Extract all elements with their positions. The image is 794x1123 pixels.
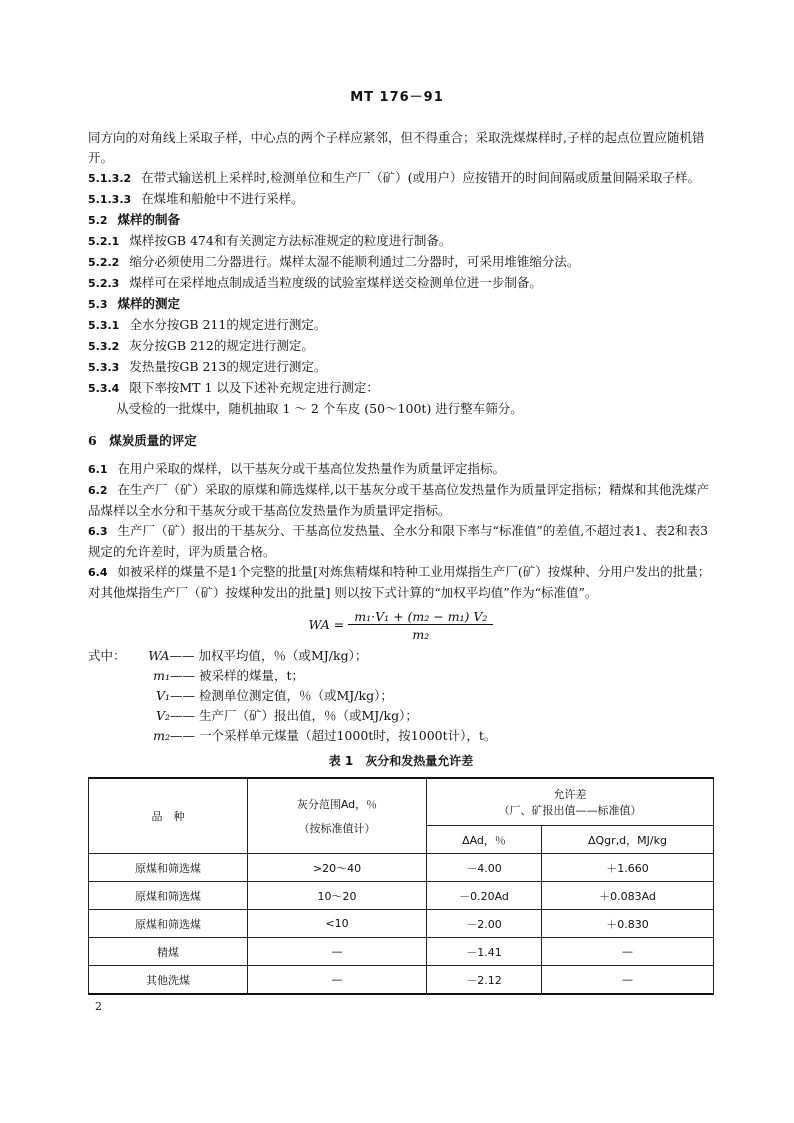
- table-cell-range: 10～20: [248, 882, 427, 910]
- table-cell-range: —: [248, 966, 427, 995]
- page-header: MT 176－91: [350, 90, 444, 105]
- paragraph-text: 如被采样的煤量不是1个完整的批量[对炼焦精煤和特种工业用煤指生产厂(矿）按煤种、分用户发出的批量；对其他煤指生产厂（矿）按煤种发出的批量] 则以按下式计算的“加权平均值”作为“标准值”。: [88, 564, 711, 600]
- formula-legend: [88, 646, 714, 746]
- paragraph: [88, 210, 714, 231]
- clause-number: 5.1.3.2: [88, 172, 132, 185]
- formula-denominator: m₂: [412, 627, 430, 642]
- table-cell-range: <10: [248, 910, 427, 938]
- table-row: [89, 938, 714, 966]
- table-cell-range: >20～40: [248, 854, 427, 882]
- table-cell-variety: 原煤和筛选煤: [89, 854, 248, 882]
- legend-description: —— 检测单位测定值，％（或MJ/kg）；: [170, 688, 393, 703]
- table-cell-ash: －1.41: [427, 938, 542, 966]
- document-body: [88, 128, 714, 995]
- paragraph-text: 煤样按GB 474和有关测定方法标准规定的粒度进行制备。: [129, 233, 452, 248]
- legend-symbol: WA: [148, 648, 170, 663]
- tolerance-table: [88, 777, 714, 995]
- paragraph: [88, 480, 714, 521]
- clause-number: 6.4: [88, 566, 108, 579]
- clause-number: 6.2: [88, 484, 108, 497]
- page-number: 2: [95, 1000, 102, 1013]
- table-cell-q: —: [541, 938, 713, 966]
- paragraph-text: 在带式输送机上采样时,检测单位和生产厂（矿）(或用户）应按错开的时间间隔或质量间隔采取子样。: [141, 170, 701, 185]
- paragraph-text: 煤样的测定: [117, 296, 181, 311]
- clause-number: 5.2: [88, 214, 108, 227]
- section-6-title: 6 煤炭质量的评定: [88, 433, 197, 448]
- paragraph-text: 在用户采取的煤样，以干基灰分或干基高位发热量作为质量评定指标。: [117, 461, 506, 476]
- table-cell-q: —: [541, 966, 713, 995]
- th-col-ash: ΔAd，％: [427, 826, 542, 854]
- table-cell-range: —: [248, 938, 427, 966]
- table-row: [89, 882, 714, 910]
- paragraph-text: 从受检的一批煤中，随机抽取 1 ～ 2 个车皮 (50～100t) 进行整车筛分。: [116, 401, 523, 416]
- table-cell-ash: －2.00: [427, 910, 542, 938]
- clause-number: 5.2.2: [88, 256, 120, 269]
- clause-number: 5.3.3: [88, 361, 120, 374]
- legend-symbol: m₁: [153, 668, 170, 683]
- legend-row: [88, 726, 714, 746]
- table-row: [89, 910, 714, 938]
- paragraph: [88, 189, 714, 210]
- formula: [88, 609, 714, 642]
- table-cell-variety: 原煤和筛选煤: [89, 882, 248, 910]
- legend-symbol: V₂: [155, 708, 170, 723]
- legend-symbol: V₁: [155, 688, 170, 703]
- paragraph: [88, 562, 714, 603]
- paragraph: [88, 378, 714, 399]
- paragraph-text: 限下率按MT 1 以及下述补充规定进行测定：: [129, 380, 379, 395]
- clause-number: 5.3.1: [88, 319, 120, 332]
- table-cell-variety: 精煤: [89, 938, 248, 966]
- legend-description: —— 一个采样单元煤量（超过1000t时，按1000t计），t。: [170, 728, 497, 743]
- paragraph: [88, 273, 714, 294]
- legend-description: —— 被采样的煤量，t；: [170, 668, 304, 683]
- paragraph-text: 灰分按GB 212的规定进行测定。: [129, 338, 314, 353]
- th-variety: 品 种: [89, 778, 248, 854]
- paragraph-text: 同方向的对角线上采取子样，中心点的两个子样应紧邻，但不得重合；采取洗煤煤样时,子样的起点位置应随机错开。: [88, 130, 705, 165]
- paragraph: [88, 168, 714, 189]
- th-col-q: ΔQgr,d，MJ/kg: [541, 826, 713, 854]
- paragraph-text: 煤样的制备: [117, 212, 181, 227]
- th-ash-range-label: 灰分范围Ad，％: [296, 798, 378, 811]
- th-ash-range: [248, 778, 427, 854]
- legend-row: [88, 646, 714, 666]
- clause-number: 5.2.1: [88, 235, 120, 248]
- table-cell-ash: －0.20Ad: [427, 882, 542, 910]
- legend-row: [88, 686, 714, 706]
- paragraph: [88, 521, 714, 562]
- legend-description: —— 加权平均值，％（或MJ/kg）；: [169, 648, 368, 663]
- table-row: [89, 966, 714, 995]
- formula-fraction: [348, 609, 493, 642]
- clause-number: 6.3: [88, 525, 108, 538]
- table-caption: 表 1 灰分和发热量允许差: [328, 754, 474, 768]
- table-row: [89, 854, 714, 882]
- table-cell-variety: 原煤和筛选煤: [89, 910, 248, 938]
- paragraphs-block-2: [88, 459, 714, 603]
- paragraph-text: 缩分必须使用二分器进行。煤样太湿不能顺利通过二分器时，可采用堆锥缩分法。: [129, 254, 580, 269]
- clause-number: 6.1: [88, 463, 108, 476]
- legend-row: [88, 706, 714, 726]
- table-cell-ash: －2.12: [427, 966, 542, 995]
- paragraph: [88, 231, 714, 252]
- paragraph-text: 在生产厂（矿）采取的原煤和筛选煤样,以干基灰分或干基高位发热量作为质量评定指标；精煤和其他洗煤产品煤样以全水分和干基灰分或干基高位发热量作为质量评定指标。: [88, 482, 709, 518]
- formula-numerator: m₁·V₁ + (m₂ − m₁) V₂: [348, 609, 493, 625]
- paragraph-text: 生产厂（矿）报出的干基灰分、干基高位发热量、全水分和限下率与“标准值”的差值,不超过表1、表2和表3规定的允许差时，评为质量合格。: [88, 523, 709, 559]
- paragraph: [88, 357, 714, 378]
- paragraph: [88, 252, 714, 273]
- paragraphs-block-1: [88, 128, 714, 419]
- table-cell-q: ＋1.660: [541, 854, 713, 882]
- legend-symbol: m₂: [153, 728, 170, 743]
- table-cell-q: ＋0.083Ad: [541, 882, 713, 910]
- paragraph: [88, 128, 714, 168]
- paragraph: [88, 315, 714, 336]
- legend-intro: 式中：: [88, 648, 126, 663]
- table-cell-ash: －4.00: [427, 854, 542, 882]
- table-cell-variety: 其他洗煤: [89, 966, 248, 995]
- paragraph-text: 煤样可在采样地点制成适当粒度级的试验室煤样送交检测单位进一步制备。: [129, 275, 542, 290]
- clause-number: 5.1.3.3: [88, 193, 132, 206]
- paragraph-text: 发热量按GB 213的规定进行测定。: [129, 359, 327, 374]
- paragraph: [88, 294, 714, 315]
- legend-description: —— 生产厂（矿）报出值，％（或MJ/kg）；: [170, 708, 418, 723]
- table-cell-q: ＋0.830: [541, 910, 713, 938]
- clause-number: 5.3.4: [88, 382, 120, 395]
- formula-lhs: WA =: [308, 617, 345, 632]
- th-ash-range-note: （按标准值计）: [298, 822, 376, 835]
- th-allow-label: 允许差: [553, 788, 587, 801]
- paragraph: [88, 399, 714, 419]
- clause-number: 5.2.3: [88, 277, 120, 290]
- legend-row: [88, 666, 714, 686]
- clause-number: 5.3.2: [88, 340, 120, 353]
- th-allow: [427, 778, 714, 826]
- paragraph: [88, 336, 714, 357]
- paragraph: [88, 459, 714, 480]
- paragraph-text: 在煤堆和船舱中不进行采样。: [141, 191, 304, 206]
- clause-number: 5.3: [88, 298, 108, 311]
- th-allow-note: （厂、矿报出值——标准值）: [498, 804, 642, 817]
- paragraph-text: 全水分按GB 211的规定进行测定。: [129, 317, 327, 332]
